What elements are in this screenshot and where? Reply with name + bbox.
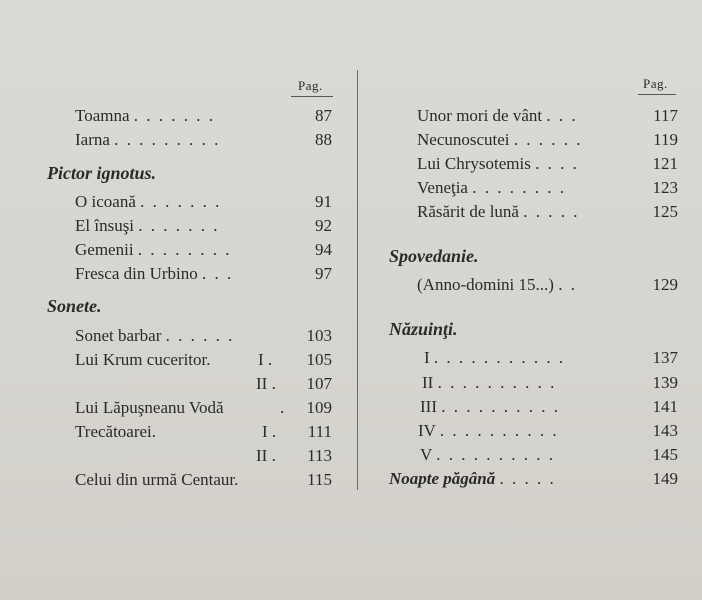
entry-title: Sonet barbar — [75, 326, 162, 345]
dot-leader: . . . . . . . . . . — [436, 445, 555, 464]
entry-page: 119 — [653, 130, 678, 149]
entry-title: Veneţia — [417, 178, 468, 197]
dot-leader: . . . . . . . . — [137, 240, 232, 259]
entry-title: I — [424, 348, 430, 367]
entry-page: 115 — [307, 470, 332, 489]
column-divider — [357, 70, 358, 490]
entry-page: 111 — [307, 422, 332, 441]
toc-entry — [75, 192, 221, 212]
dot-leader: . . . . . . . — [133, 106, 216, 125]
dot-leader: . . . — [546, 106, 578, 125]
entry-sub: II . — [256, 374, 276, 393]
entry-page: 149 — [652, 469, 678, 488]
entry-page: 137 — [652, 348, 678, 367]
entry-title: V — [420, 445, 432, 464]
toc-entry — [417, 154, 579, 174]
entry-title: Noapte păgână — [389, 469, 496, 488]
toc-entry — [75, 470, 238, 490]
entry-page: 123 — [652, 178, 678, 197]
entry-page: 139 — [652, 373, 678, 392]
dot-leader: . . . . . . — [513, 130, 583, 149]
entry-page: 145 — [652, 445, 678, 464]
entry-sub: I . — [262, 422, 277, 441]
toc-entry-final — [389, 469, 556, 489]
dot-leader: . . . . . . . — [138, 216, 220, 235]
entry-page: 91 — [315, 192, 332, 211]
toc-entry — [417, 275, 577, 295]
entry-title: Necunoscutei — [417, 130, 510, 149]
entry-page: 103 — [306, 326, 332, 345]
entry-title: Lui Chrysotemis — [417, 154, 531, 173]
entry-page: 97 — [315, 264, 332, 283]
entry-page: 117 — [653, 106, 678, 125]
dot-leader: . . . . . . . — [140, 192, 222, 211]
dot-leader: . . . . . — [523, 202, 580, 221]
dot-leader: . . — [558, 275, 577, 294]
toc-entry — [420, 397, 560, 417]
toc-entry — [418, 421, 559, 441]
dot-leader: . . . . . . . . . — [114, 130, 221, 149]
dot-leader: . . . . . . . . . . . — [433, 348, 566, 367]
entry-title: Lui Krum cuceritor. — [75, 350, 211, 369]
toc-entry — [75, 350, 211, 370]
dot-leader: . . . . . . — [165, 326, 235, 345]
entry-title: Trecătoarei. — [75, 422, 157, 441]
dot-leader: . . . . . . . . — [472, 178, 566, 197]
entry-sub: . — [280, 398, 285, 417]
entry-sub: II . — [256, 446, 276, 465]
entry-page: 92 — [315, 216, 332, 235]
entry-page: 125 — [652, 202, 678, 221]
entry-page: 105 — [306, 350, 332, 369]
pag-underline-right — [638, 94, 676, 95]
toc-entry — [424, 348, 565, 368]
toc-entry — [75, 216, 220, 236]
entry-page: 94 — [315, 240, 332, 259]
toc-entry — [417, 178, 566, 198]
entry-title: Gemenii — [75, 240, 134, 259]
entry-page: 107 — [306, 374, 332, 393]
entry-title: Toamna — [75, 106, 130, 125]
toc-entry — [417, 130, 583, 150]
entry-title: El însuşi — [75, 216, 135, 235]
entry-title: III — [420, 397, 437, 416]
entry-title: Răsărit de lună — [417, 202, 519, 221]
toc-entry — [75, 326, 234, 346]
entry-title: Lui Lăpuşneanu Vodă — [75, 398, 224, 417]
section-heading: Spovedanie. — [389, 246, 479, 266]
dot-leader: . . . . . . . . . . — [437, 373, 557, 392]
entry-title: (Anno-domini 15...) — [417, 275, 554, 294]
entry-page: 113 — [307, 446, 332, 465]
dot-leader: . . . . — [535, 154, 579, 173]
pag-header-left: Pag. — [298, 78, 323, 93]
entry-page: 109 — [306, 398, 332, 417]
pag-underline-left — [291, 96, 333, 97]
entry-page: 121 — [652, 154, 678, 173]
entry-title: O icoană — [75, 192, 136, 211]
entry-title: II — [422, 373, 434, 392]
section-heading: Năzuinţi. — [389, 319, 458, 339]
toc-entry — [417, 106, 578, 126]
dot-leader: . . . . . . . . . . — [439, 421, 559, 440]
entry-page: 141 — [652, 397, 678, 416]
entry-title: Unor mori de vânt — [417, 106, 543, 125]
section-heading: Pictor ignotus. — [47, 163, 157, 183]
entry-title: Celui din urmă Centaur. — [75, 470, 239, 489]
toc-entry — [75, 106, 215, 126]
entry-title: IV — [418, 421, 436, 440]
dot-leader: . . . — [202, 264, 234, 283]
toc-entry — [75, 398, 224, 418]
toc-entry — [422, 373, 556, 393]
entry-page: 143 — [652, 421, 678, 440]
section-heading: Sonete. — [47, 296, 102, 316]
pag-header-right: Pag. — [643, 76, 668, 91]
toc-entry — [75, 264, 233, 284]
toc-entry — [75, 422, 156, 442]
toc-entry — [420, 445, 555, 465]
toc-entry — [75, 130, 220, 150]
entry-page: 88 — [315, 130, 332, 149]
toc-entry — [417, 202, 579, 222]
entry-title: Fresca din Urbino — [75, 264, 198, 283]
entry-page: 87 — [315, 106, 332, 125]
entry-title: Iarna — [75, 130, 110, 149]
dot-leader: . . . . . — [499, 469, 556, 488]
dot-leader: . . . . . . . . . . — [441, 397, 560, 416]
entry-page: 129 — [652, 275, 678, 294]
toc-entry — [75, 240, 232, 260]
entry-sub: I . — [258, 350, 273, 369]
